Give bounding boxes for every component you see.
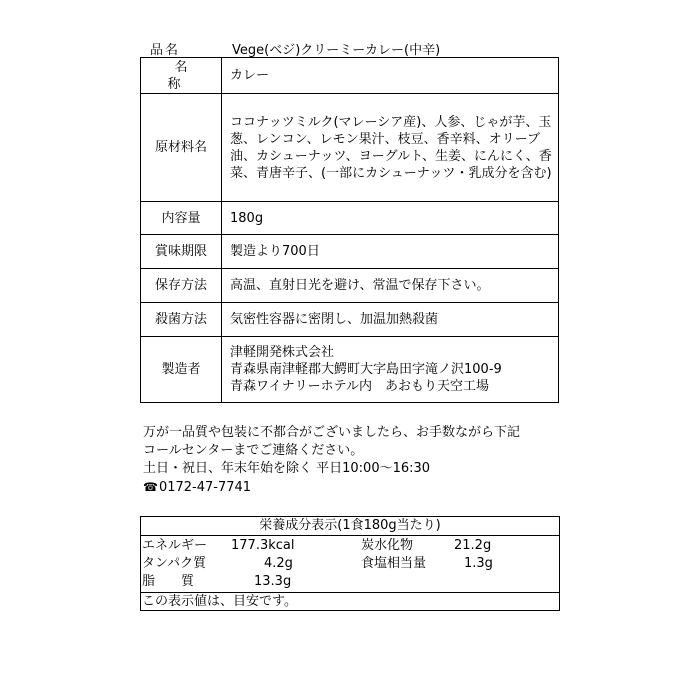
- spec-label: 名 称: [141, 58, 222, 94]
- customer-notice: [143, 424, 563, 497]
- nutrient-value: 1.3g: [464, 556, 493, 571]
- spec-row-name: [141, 58, 559, 94]
- nutrient-value: 177.3kcal: [231, 538, 295, 553]
- spec-label: 殺菌方法: [141, 303, 222, 337]
- spec-row-manufacturer: [141, 337, 559, 403]
- nutrient-name: エネルギー: [142, 538, 208, 553]
- nutrient-value: 13.3g: [254, 574, 292, 589]
- nutrient-name: タンパク質: [142, 556, 207, 571]
- product-spec-table: [140, 57, 559, 403]
- spec-row-storage: [141, 269, 559, 303]
- phone-number: 0172-47-7741: [158, 480, 252, 495]
- nutrient-name: 炭水化物: [361, 538, 414, 553]
- product-name-label: 品名: [150, 43, 181, 58]
- spec-label: 保存方法: [141, 269, 222, 303]
- spec-value: 180g: [222, 202, 559, 235]
- spec-label: 製造者: [141, 337, 222, 403]
- spec-label: 賞味期限: [141, 235, 222, 269]
- spec-value: 高温、直射日光を避け、常温で保存下さい。: [222, 269, 559, 303]
- product-name-header: [140, 38, 558, 56]
- spec-value: [222, 337, 559, 403]
- spec-value: 製造より700日: [222, 235, 559, 269]
- spec-label: 内容量: [141, 202, 222, 235]
- nutrient-value: 4.2g: [264, 556, 293, 571]
- spec-row-sterilization: [141, 303, 559, 337]
- telephone-icon: ☎: [143, 480, 158, 494]
- spec-value: ココナッツミルク(マレーシア産)、人参、じゃが芋、玉葱、レンコン、レモン果汁、枝豆、香辛料、オリーブ油、カシューナッツ、ヨーグルト、生姜、にんにく、香菜、青唐辛子、(一部にカシューナッツ・乳成分を含む): [222, 94, 559, 202]
- spec-value: 気密性容器に密閉し、加温加熱殺菌: [222, 303, 559, 337]
- spec-row-net-content: [141, 202, 559, 235]
- manufacturer-name: 津軽開発株式会社: [230, 345, 335, 360]
- product-name-value: Vege(ベジ)クリーミーカレー(中辛): [232, 43, 441, 58]
- nutrition-facts-table: [140, 516, 560, 611]
- notice-line: コールセンターまでご連絡ください。: [143, 443, 364, 458]
- manufacturer-factory: 青森ワイナリーホテル内 あおもり天空工場: [230, 379, 489, 394]
- spec-row-best-before: [141, 235, 559, 269]
- spec-row-ingredients: [141, 94, 559, 202]
- spec-value: カレー: [222, 58, 559, 94]
- call-center-phone: [143, 478, 563, 497]
- nutrition-title: 栄養成分表示(1食180g当たり): [141, 517, 559, 536]
- notice-line: 万が一品質や包装に不都合がございましたら、お手数ながら下記: [143, 425, 521, 440]
- nutrition-body: [141, 536, 559, 592]
- nutrient-name: 脂 質: [142, 574, 195, 589]
- nutrient-name: 食塩相当量: [361, 556, 427, 571]
- nutrition-footnote: この表示値は、目安です。: [141, 592, 559, 610]
- spec-label: 原材料名: [141, 94, 222, 202]
- nutrient-value: 21.2g: [454, 538, 492, 553]
- manufacturer-address: 青森県南津軽郡大鰐町大字島田字滝ノ沢100-9: [230, 362, 502, 377]
- call-center-hours: 土日・祝日、年末年始を除く 平日10:00～16:30: [143, 461, 431, 476]
